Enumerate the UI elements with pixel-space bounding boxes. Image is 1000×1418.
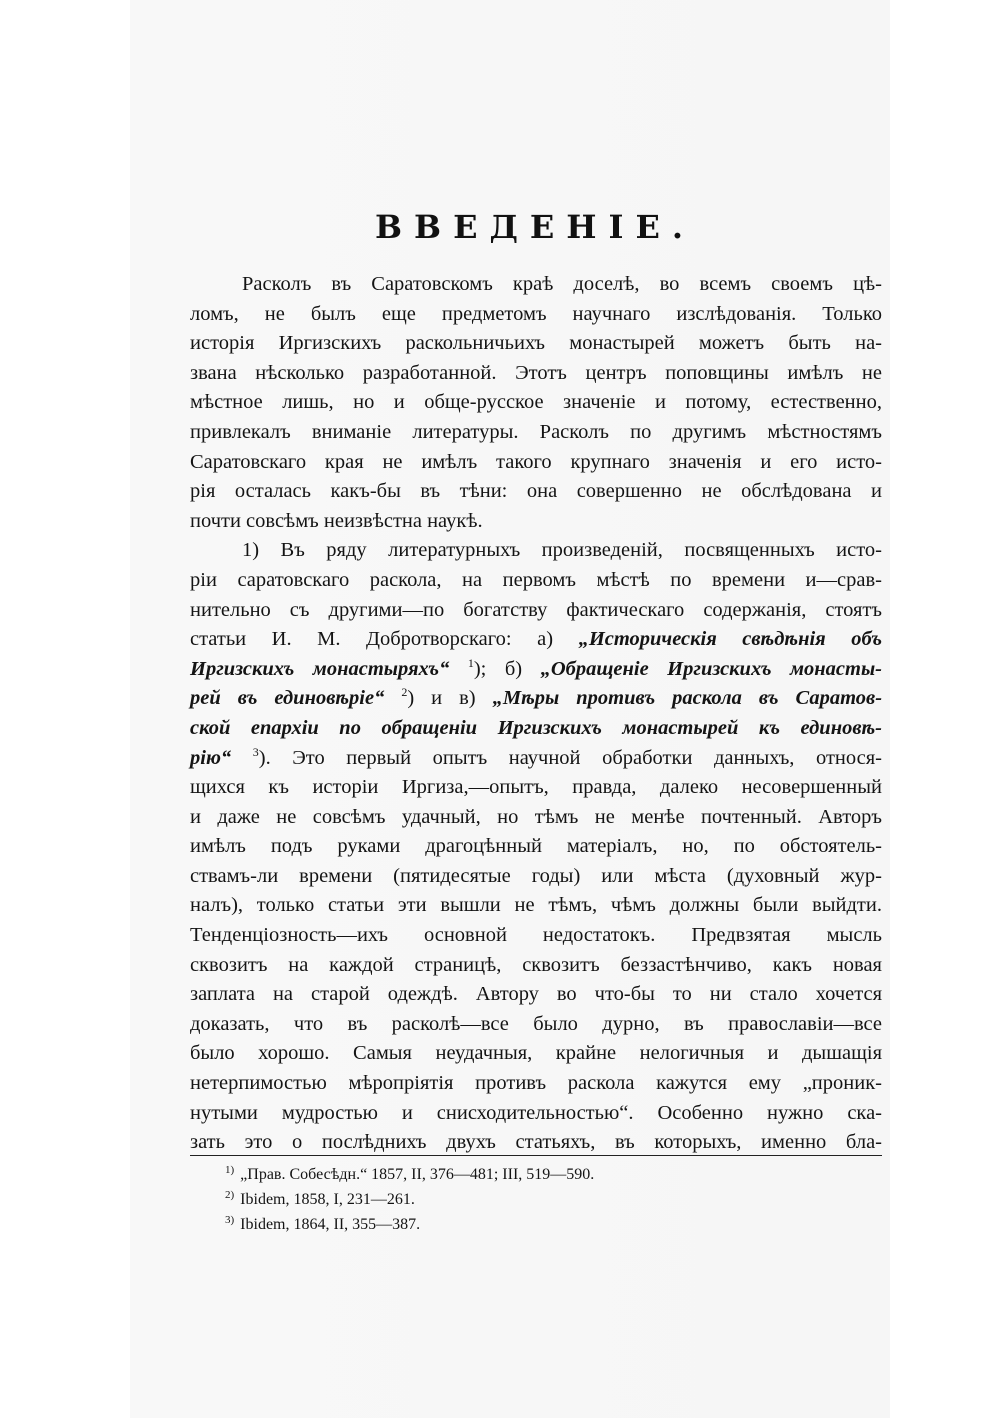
text-line: Расколъ въ Саратовскомъ краѣ доселѣ, во всемъ своемъ цѣ- <box>242 273 882 295</box>
text-run: статьи И. М. Добротворскаго: а) <box>190 628 579 651</box>
footnote-text: Ibidem, 1858, I, 231—261. <box>240 1191 415 1208</box>
text-run: ); б) <box>473 657 541 680</box>
text-line: исторія Иргизскихъ раскольничьихъ монастырей можетъ быть на- <box>190 332 882 355</box>
text-line: почти совсѣмъ неизвѣстна наукѣ. <box>190 509 483 532</box>
footnote <box>190 1162 882 1187</box>
text-line: 1) Въ ряду литературныхъ произведеній, посвященныхъ исто- <box>242 539 882 562</box>
text-line <box>190 625 882 655</box>
citation-title: рей въ единовѣріе“ <box>190 687 385 710</box>
text-run: ). Это первый опытъ научной обработки данныхъ, относя- <box>258 746 883 769</box>
text-line: щихся къ исторіи Иргиза,—опытъ, правда, далеко несовершенный <box>190 776 882 799</box>
footnote-mark: 3) <box>225 1213 235 1226</box>
footnote-mark: 2) <box>225 1188 235 1201</box>
citation-title: „Историческія свѣдѣнія объ <box>578 628 882 651</box>
text-line: ломъ, не былъ еще предметомъ научнаго изслѣдованія. Только <box>190 302 882 325</box>
text-line: нительно съ другими—по богатству фактическаго содержанія, стоятъ <box>190 598 882 621</box>
citation-title: „Мѣры противъ раскола въ Саратов- <box>492 687 883 710</box>
text-line: звана нѣсколько разработанной. Этотъ центръ поповщины имѣлъ не <box>190 361 882 384</box>
citation-title: ской епархіи по обращеніи Иргизскихъ монастырей къ единовѣ- <box>190 716 882 739</box>
text-line <box>190 684 882 714</box>
text-line: нутыми мудростью и снисходительностью“. Особенно нужно ска- <box>190 1101 882 1124</box>
footnote-ref: 3 <box>252 744 259 759</box>
paragraph <box>190 536 882 1157</box>
text-line: было хорошо. Самыя неудачныя, крайне нелогичныя и дышащія <box>190 1042 882 1065</box>
text-line: налъ), только статьи эти вышли не тѣмъ, чѣмъ должны были выйдти. <box>190 894 882 917</box>
footnote-mark: 1) <box>225 1163 235 1176</box>
text-line: зать это о послѣднихъ двухъ статьяхъ, въ которыхъ, именно бла- <box>190 1131 882 1154</box>
footnotes <box>190 1155 882 1237</box>
text-line: Тенденціозность—ихъ основной недостатокъ. Предвзятая мысль <box>190 924 882 947</box>
text-line: заплата на старой одеждѣ. Автору во что-бы то ни стало хочется <box>190 983 882 1006</box>
footnote-ref: 1 <box>467 655 474 670</box>
citation-title: рію“ <box>190 746 232 769</box>
text-line: привлекалъ вниманіе литературы. Расколъ по другимъ мѣстностямъ <box>190 420 882 443</box>
footnote-text: „Прав. Собесѣдн.“ 1857, II, 376—481; III, 519—590. <box>240 1166 595 1183</box>
text-line: мѣстное лишь, но и обще-русское значеніе и потому, естественно, <box>190 391 882 414</box>
text-line: имѣлъ подъ руками драгоцѣнный матеріалъ, но, по обстоятель- <box>190 835 882 858</box>
footnote <box>190 1212 882 1237</box>
text-line <box>190 714 882 744</box>
text-line: Саратовскаго края не имѣлъ такого крупнаго значенія и его исто- <box>190 450 882 473</box>
footnote-ref: 2 <box>401 685 408 700</box>
text-line <box>190 655 882 685</box>
text-line: рія осталась какъ-бы въ тѣни: она совершенно не обслѣдована и <box>190 480 882 503</box>
footnote-text: Ibidem, 1864, II, 355—387. <box>240 1216 421 1233</box>
paragraph <box>190 270 882 536</box>
text-line: доказать, что въ расколѣ—все было дурно, въ православіи—все <box>190 1012 882 1035</box>
citation-title: Иргизскихъ монастыряхъ“ <box>190 657 450 680</box>
text-line: сквозитъ на каждой страницѣ, сквозитъ беззастѣнчиво, какъ новая <box>190 953 882 976</box>
text-line: нетерпимостью мѣропріятія противъ раскола кажутся ему „проник- <box>190 1072 882 1095</box>
chapter-title: ВВЕДЕНІЕ. <box>374 208 696 246</box>
footnote <box>190 1187 882 1212</box>
text-line: ствамъ-ли времени (пятидесятые годы) или мѣста (духовный жур- <box>190 864 882 887</box>
body-text <box>190 270 882 1158</box>
text-line: ріи саратовскаго раскола, на первомъ мѣстѣ по времени и—срав- <box>190 568 882 591</box>
citation-title: „Обращеніе Иргизскихъ монасты- <box>540 657 882 680</box>
text-line: и даже не совсѣмъ удачный, но тѣмъ не менѣе почтенный. Авторъ <box>190 805 882 828</box>
text-line <box>190 744 882 774</box>
text-run: ) и в) <box>407 687 493 710</box>
